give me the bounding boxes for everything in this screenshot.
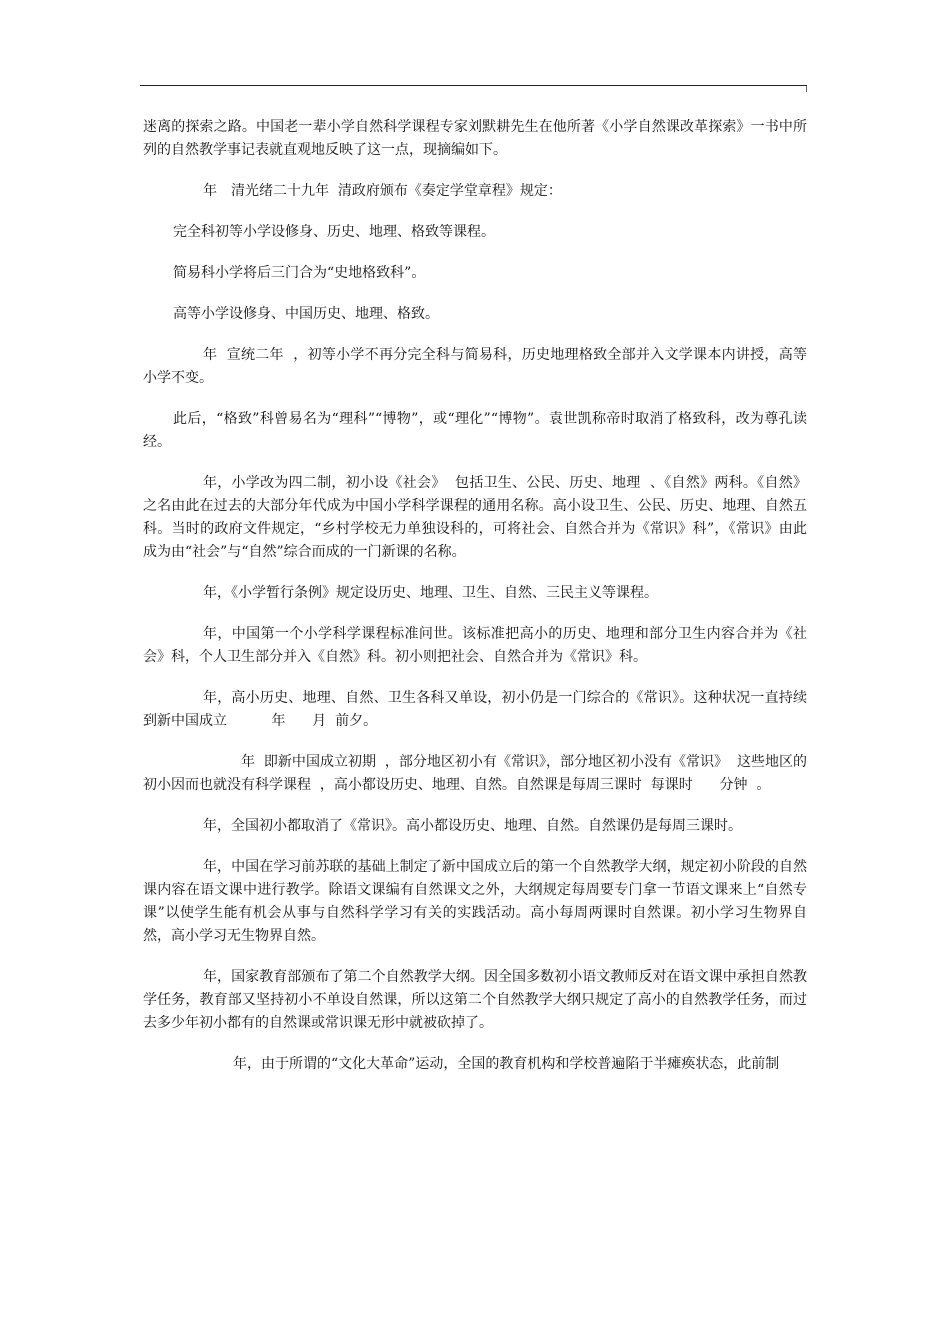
paragraph-four-two-system: 年，小学改为四二制，初小设《社会》 包括卫生、公民、历史、地理 、《自然》两科。《自然》之名由此在过去的大部分年代成为中国小学科学课程的通用名称。高小设卫生、公民、历史、地理、自然五科。当时的政府文件规定，“乡村学校无力单独设科的，可将社会、自然合并为《常识》科”，《常识》由此成为由“社会”与“自然”综合而成的一门新课的名称。 (143, 475, 807, 560)
paragraph-complete-course: 完全科初等小学设修身、历史、地理、格致等课程。 (173, 224, 495, 240)
paragraph-second-syllabus: 年，国家教育部颁布了第二个自然教学大纲。因全国多数初小语文教师反对在语文课中承担自然教学任务，教育部又坚持初小不单设自然课，所以这第二个自然教学大纲只规定了高小的自然教学任务，而过去多少年初小都有的自然课或常识课无形中就被砍掉了。 (143, 969, 807, 1031)
paragraph-higher-primary: 高等小学设修身、中国历史、地理、格致。 (173, 306, 439, 322)
paragraph-provisional-regulations: 年，《小学暂行条例》规定设历史、地理、卫生、自然、三民主义等课程。 (203, 585, 658, 601)
paragraph-gezhi-renamed: 此后，“格致”科曾易名为“理科”“博物”，或“理化”“博物”。袁世凯称帝时取消了格致科，改为尊孔读经。 (143, 411, 807, 450)
paragraph-intro: 迷离的探索之路。中国老一辈小学自然科学课程专家刘默耕先生在他所著《小学自然课改革探索》一书中所列的自然教学事记表就直观地反映了这一点，现摘编如下。 (143, 119, 807, 158)
paragraph-simple-course: 简易科小学将后三门合为“史地格致科”。 (173, 265, 426, 281)
paragraph-first-standard: 年，中国第一个小学科学课程标准问世。该标准把高小的历史、地理和部分卫生内容合并为《社会》科，个人卫生部分并入《自然》科。初小则把社会、自然合并为《常识》科。 (143, 626, 807, 665)
paragraph-early-prc: 年 即新中国成立初期 ，部分地区初小有《常识》，部分地区初小没有《常识》 这些地区的初小因而也就没有科学课程 ，高小都设历史、地理、自然。自然课是每周三课时 每课时 分钟 。 (143, 754, 807, 793)
paragraph-guangxu: 年 清光绪二十九年 清政府颁布《奏定学堂章程》规定： (203, 183, 562, 199)
paragraph-cultural-revolution: 年，由于所谓的“文化大革命”运动，全国的教育机构和学校普遍陷于半瘫痪状态，此前制 (233, 1056, 780, 1072)
paragraph-changshi-cancelled: 年，全国初小都取消了《常识》。高小都设历史、地理、自然。自然课仍是每周三课时。 (203, 818, 742, 834)
paragraph-xuantong: 年 宣统二年 ，初等小学不再分完全科与简易科，历史地理格致全部并入文学课本内讲授，高等小学不变。 (143, 347, 807, 386)
header-rule-tick (806, 86, 807, 92)
paragraph-separate-subjects: 年，高小历史、地理、自然、卫生各科又单设，初小仍是一门综合的《常识》。这种状况一直持续到新中国成立 年 月 前夕。 (143, 690, 807, 729)
header-rule (140, 85, 807, 86)
paragraph-first-syllabus: 年，中国在学习前苏联的基础上制定了新中国成立后的第一个自然教学大纲，规定初小阶段的自然课内容在语文课中进行教学。除语文课编有自然课文之外，大纲规定每周要专门拿一节语文课来上“自然专课”以使学生能有机会从事与自然科学学习有关的实践活动。高小每周两课时自然课。初小学习生物界自然，高小学习无生物界自然。 (143, 859, 807, 944)
document-body (143, 116, 807, 1094)
